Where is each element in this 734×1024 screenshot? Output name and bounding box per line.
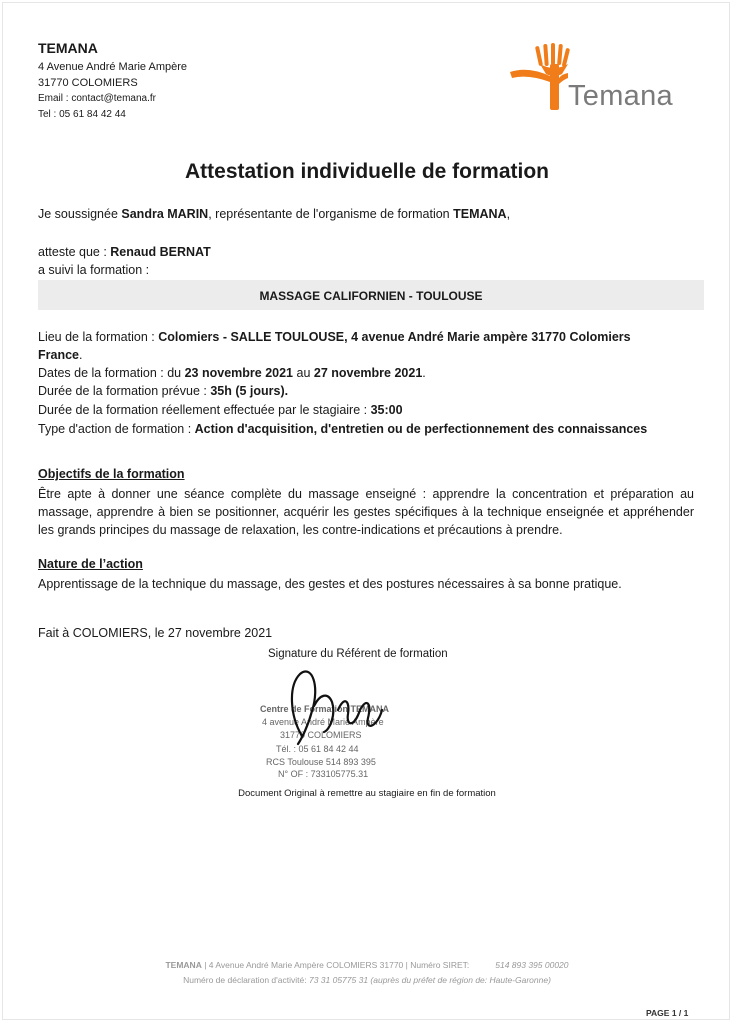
address-line-2: 31770 COLOMIERS [38, 77, 138, 89]
date-end: 27 novembre 2021 [313, 366, 423, 380]
objectives-heading: Objectifs de la formation [38, 467, 185, 481]
intro-middle: , représentante de l'organisme de formation [208, 207, 454, 221]
trainee-name: Renaud BERNAT [110, 245, 211, 259]
type-line [38, 422, 647, 436]
intro-line [38, 207, 510, 221]
address-line-1: 4 Avenue André Marie Ampère [38, 61, 188, 73]
signature-label: Signature du Référent de formation [268, 648, 448, 660]
signer-name: Sandra MARIN [121, 207, 209, 221]
org-name: TEMANA [38, 40, 98, 56]
dates-label: Dates de la formation : du [38, 366, 185, 380]
stamp-line-4: Tél. : 05 61 84 42 44 [276, 744, 359, 754]
lieu-country: France [38, 348, 79, 362]
lieu-end: . [79, 348, 83, 362]
course-title: MASSAGE CALIFORNIEN - TOULOUSE [259, 289, 483, 303]
lieu-line [38, 330, 631, 344]
stamp-line-6: N° OF : 733105775.31 [278, 769, 369, 779]
dates-line [38, 366, 426, 380]
intro-suffix: , [506, 207, 511, 221]
stamp-line-3: 31770 COLOMIERS [280, 730, 362, 740]
attest-line [38, 245, 211, 259]
lieu-line-2 [38, 348, 82, 362]
signature-stamp [250, 666, 400, 784]
footer-org: TEMANA [165, 960, 202, 970]
footer-decl-prefix: Numéro de déclaration d'activité: [183, 975, 309, 985]
duree-prevue-label: Durée de la formation prévue : [38, 384, 211, 398]
footer-addr: | 4 Avenue André Marie Ampère COLOMIERS 31770 | Numéro SIRET: [201, 960, 470, 970]
footer-line-1 [0, 960, 734, 970]
duree-prevue-line [38, 384, 288, 398]
lieu-value: Colomiers - SALLE TOULOUSE, 4 avenue André Marie ampère 31770 Colomiers [158, 330, 631, 344]
intro-org: TEMANA [453, 207, 507, 221]
page-number: PAGE 1 / 1 [646, 1008, 689, 1018]
footer-line-2 [0, 975, 734, 985]
dates-end: . [422, 366, 426, 380]
type-label: Type d'action de formation : [38, 422, 195, 436]
place-date: Fait à COLOMIERS, le 27 novembre 2021 [38, 626, 273, 640]
footer-siret: 514 893 395 00020 [495, 960, 569, 970]
nature-heading: Nature de l’action [38, 557, 143, 571]
stamp-line-2: 4 avenue André Marie Ampère [262, 717, 384, 727]
lieu-label: Lieu de la formation : [38, 330, 159, 344]
attest-prefix: atteste que : [38, 245, 111, 259]
duree-prevue-value: 35h (5 jours). [210, 384, 289, 398]
handwritten-signature-icon [250, 666, 400, 784]
logo-wordmark: Temana [568, 80, 673, 112]
stamp-line-1: Centre de Formation TEMANA [260, 704, 390, 714]
footer-decl-value: 73 31 05775 31 (auprès du préfet de région de: Haute-Garonne) [308, 975, 551, 985]
followed-line: a suivi la formation : [38, 263, 150, 277]
document-title: Attestation individuelle de formation [184, 160, 550, 183]
type-value: Action d'acquisition, d'entretien ou de perfectionnement des connaissances [194, 422, 648, 436]
dates-mid: au [293, 366, 314, 380]
duree-effectuee-label: Durée de la formation réellement effectuée par le stagiaire : [38, 403, 371, 417]
email-line: Email : contact@temana.fr [38, 93, 156, 104]
original-document-note: Document Original à remettre au stagiaire en fin de formation [238, 788, 496, 799]
duree-effectuee-line [38, 403, 403, 417]
objectives-text: Être apte à donner une séance complète du massage enseigné : apprendre la concentration et préparation au massage, apprendre à bien se positionner, acquérir les gestes spécifiques à la technique enseignée et appréhender les grands principes du massage de relaxation, les contre-indications et précautions à prendre. [38, 487, 694, 537]
nature-text: Apprentissage de la technique du massage, des gestes et des postures nécessaires à sa bonne pratique. [38, 577, 622, 591]
duree-effectuee-value: 35:00 [370, 403, 403, 417]
tel-line: Tel : 05 61 84 42 44 [38, 109, 126, 120]
date-start: 23 novembre 2021 [184, 366, 294, 380]
stamp-line-5: RCS Toulouse 514 893 395 [266, 757, 376, 767]
intro-prefix: Je soussignée [38, 207, 122, 221]
